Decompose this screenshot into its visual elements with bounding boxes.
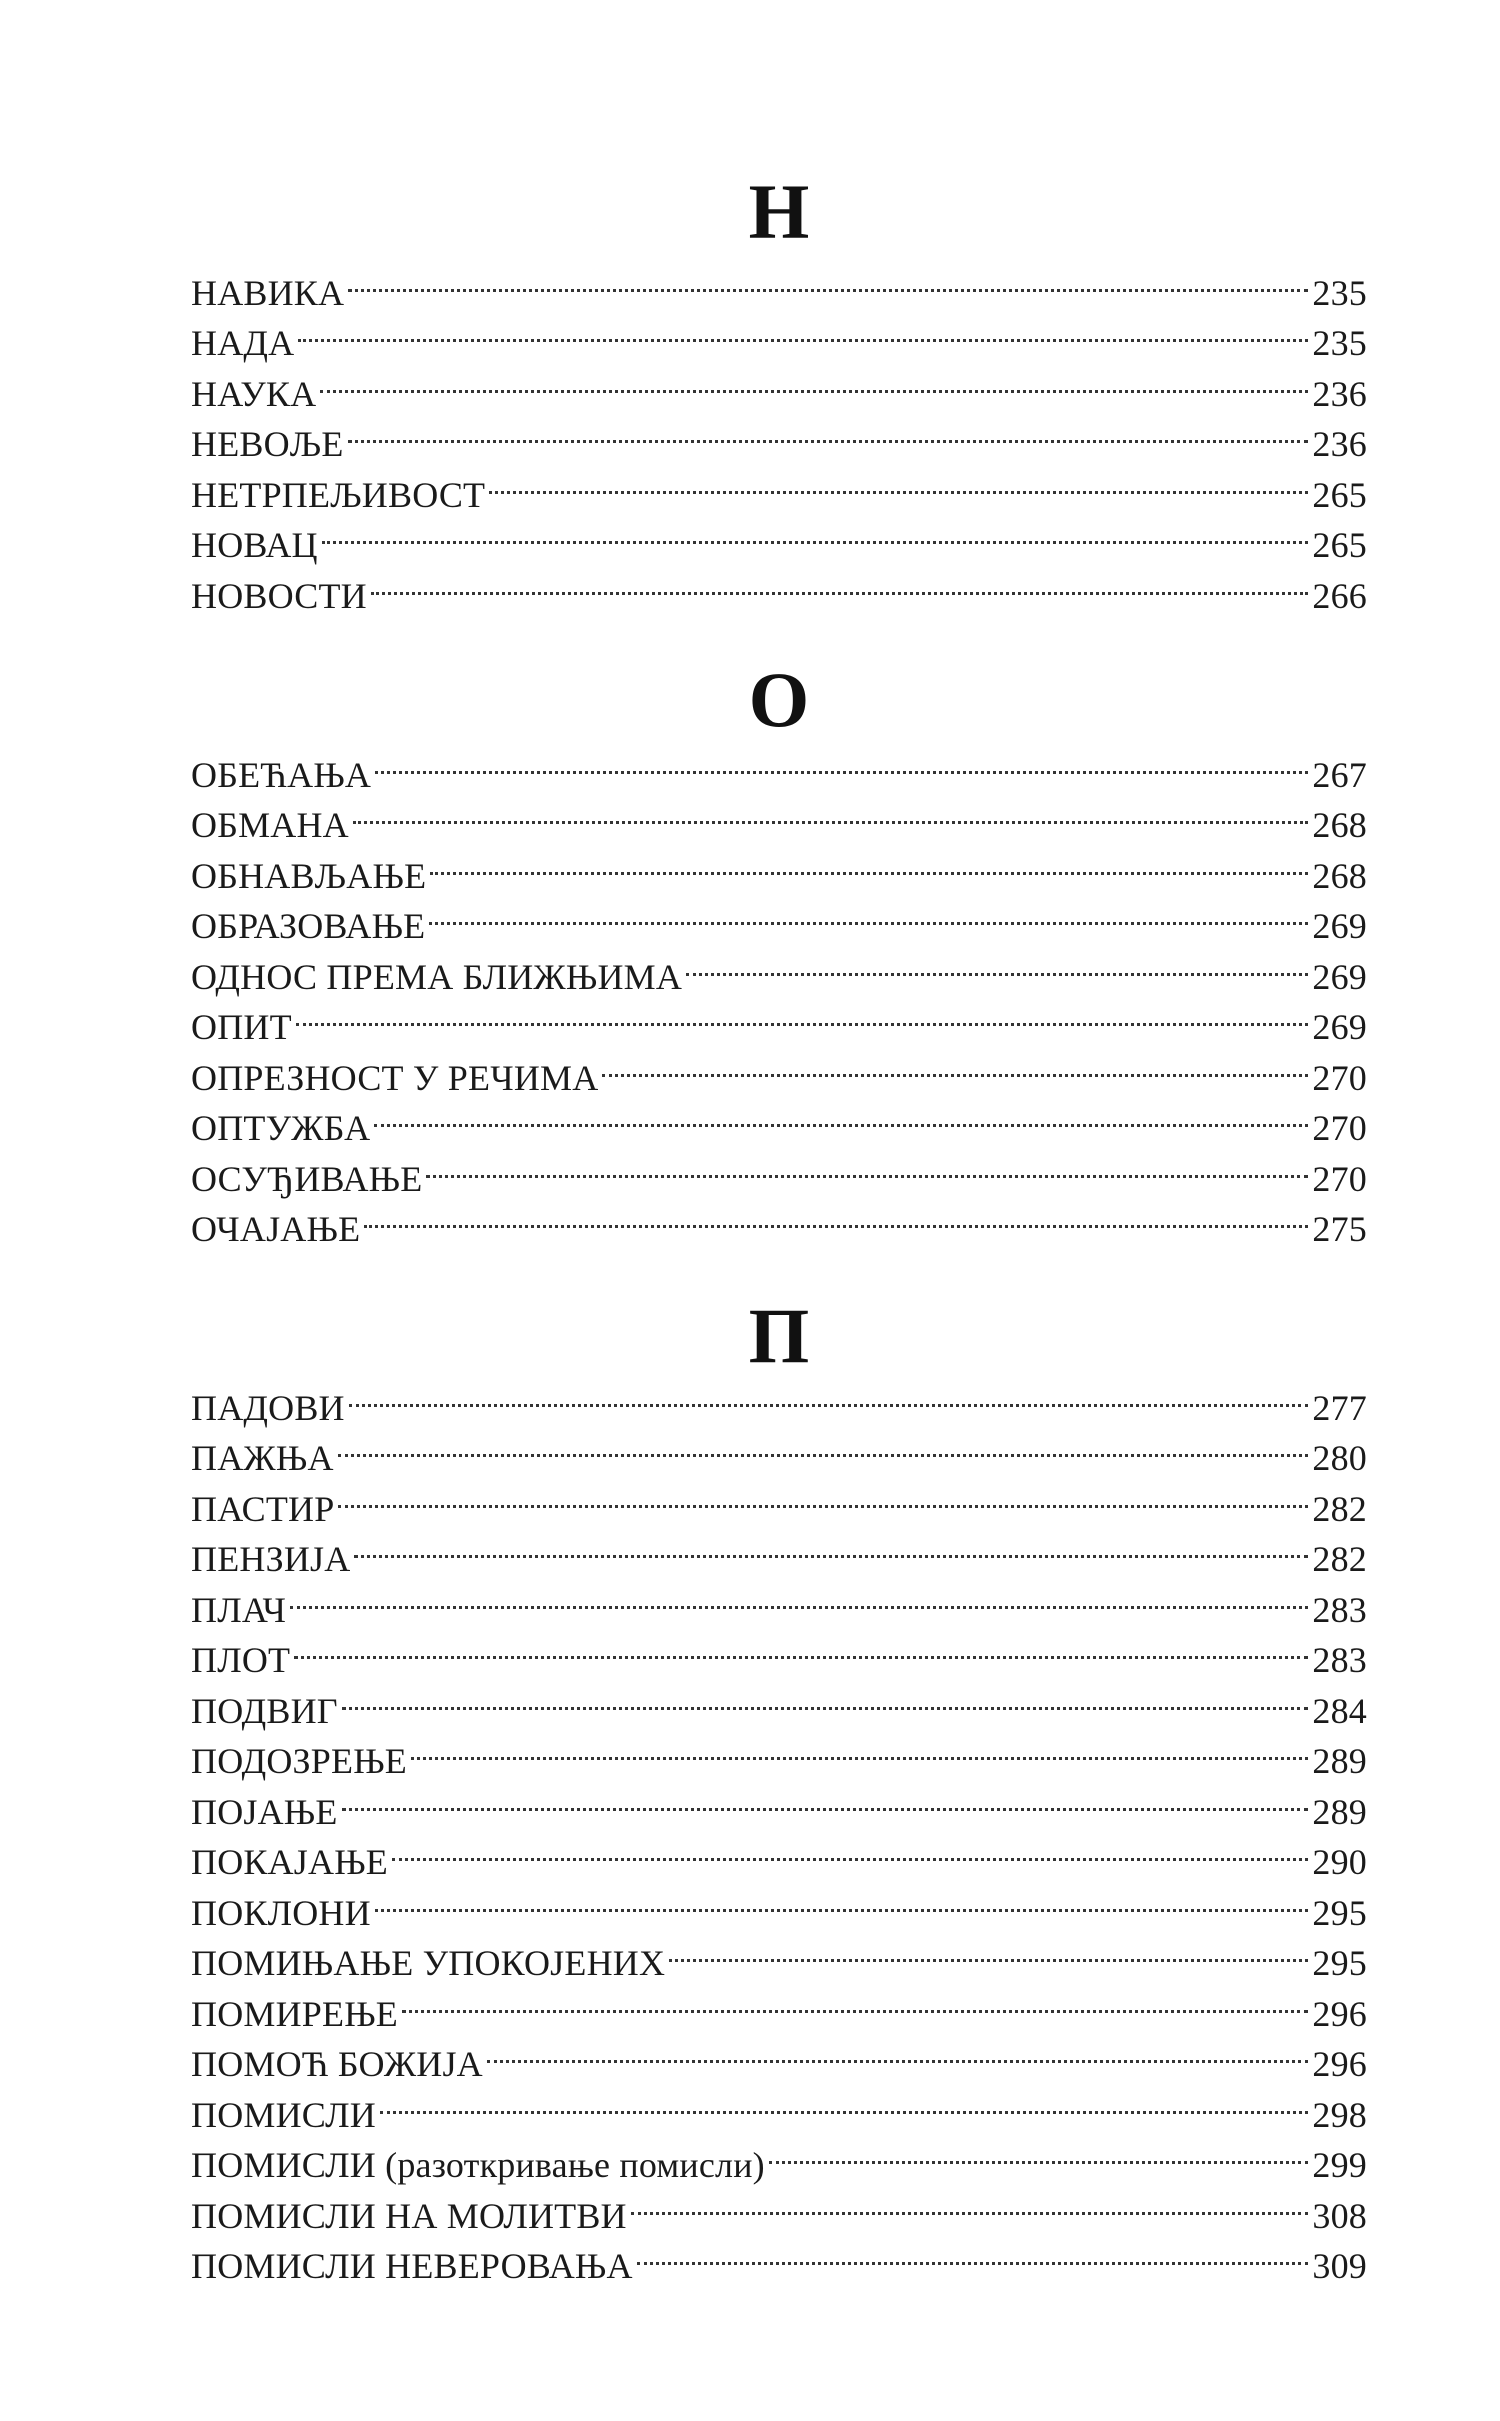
section-letter-n <box>191 168 1367 255</box>
entry-term: ПОМИСЛИ НЕВЕРОВАЊА <box>191 2246 633 2286</box>
index-page <box>191 0 1367 2421</box>
index-entry <box>191 456 1367 515</box>
dot-leader <box>426 1140 1308 1191</box>
entry-page-number: 284 <box>1312 1690 1367 1731</box>
dot-leader <box>364 1191 1308 1242</box>
section-letter-o <box>191 656 1367 743</box>
index-entry <box>191 1191 1367 1249</box>
entry-term: НОВОСТИ <box>191 575 367 616</box>
entry-term: ОБРАЗОВАЊЕ <box>191 906 426 946</box>
dot-leader <box>342 1672 1309 1723</box>
index-entry <box>191 1723 1367 1781</box>
initial-letter: П <box>748 1292 810 1379</box>
index-entry <box>191 1420 1367 1478</box>
entry-page-number: 268 <box>1312 855 1367 896</box>
index-entry <box>191 406 1367 464</box>
entry-term: НАУКА <box>191 373 317 414</box>
index-entry <box>191 1773 1367 1832</box>
entry-term: НЕТРПЕЉИВОСТ <box>191 474 486 515</box>
entry-page-number: 283 <box>1312 1589 1367 1630</box>
dot-leader <box>392 1824 1308 1875</box>
entry-term: ОПИТ <box>191 1007 292 1047</box>
index-entry <box>191 1571 1367 1630</box>
entry-term: ОБЕЋАЊА <box>191 754 372 795</box>
entry-term: ПОКАЈАЊЕ <box>191 1842 388 1882</box>
entry-page-number: 296 <box>1312 2044 1367 2084</box>
entry-page-number: 290 <box>1312 1842 1367 1882</box>
entry-term: ПОМИСЛИ (разоткривање помисли) <box>191 2145 765 2185</box>
dot-leader <box>290 1571 1308 1622</box>
entry-page-number: 295 <box>1312 1892 1367 1933</box>
entry-term: ПОМИСЛИ <box>191 2094 376 2135</box>
index-entry <box>191 1521 1367 1579</box>
dot-leader <box>338 1470 1308 1521</box>
entry-term: ОСУЂИВАЊЕ <box>191 1158 423 1199</box>
dot-leader <box>348 254 1308 305</box>
entry-term: ПЕНЗИЈА <box>191 1539 351 1579</box>
dot-leader <box>296 989 1309 1040</box>
dot-leader <box>353 787 1309 838</box>
entry-term: ОБНАВЉАЊЕ <box>191 855 427 896</box>
entry-term: ОЧАЈАЊЕ <box>191 1209 361 1249</box>
index-entry <box>191 1672 1367 1731</box>
initial-letter: Н <box>748 168 810 255</box>
entry-term: ПОЈАЊЕ <box>191 1791 338 1832</box>
entry-page-number: 289 <box>1312 1791 1367 1832</box>
entry-term: ПОДВИГ <box>191 1690 338 1731</box>
section-letter-p <box>191 1292 1367 1379</box>
entry-page-number: 282 <box>1312 1539 1367 1579</box>
dot-leader <box>348 406 1309 457</box>
entry-page-number: 295 <box>1312 1943 1367 1983</box>
index-entry <box>191 989 1367 1047</box>
index-entry <box>191 305 1367 363</box>
dot-leader <box>354 1521 1308 1572</box>
entry-term: НАДА <box>191 323 295 363</box>
entry-term: ПОМИСЛИ НА МОЛИТВИ <box>191 2195 627 2236</box>
entry-page-number: 298 <box>1312 2094 1367 2135</box>
dot-leader <box>489 456 1308 507</box>
entry-page-number: 269 <box>1312 956 1367 997</box>
dot-leader <box>602 1039 1308 1090</box>
entry-page-number: 268 <box>1312 805 1367 845</box>
index-entry <box>191 557 1367 616</box>
entry-page-number: 265 <box>1312 525 1367 565</box>
entry-page-number: 282 <box>1312 1488 1367 1529</box>
entry-term: ПОКЛОНИ <box>191 1892 371 1933</box>
dot-leader <box>338 1420 1309 1471</box>
entry-page-number: 275 <box>1312 1209 1367 1249</box>
entry-page-number: 236 <box>1312 373 1367 414</box>
dot-leader <box>669 1925 1308 1976</box>
entry-term: ПОДОЗРЕЊЕ <box>191 1741 407 1781</box>
entry-page-number: 270 <box>1312 1108 1367 1148</box>
entry-page-number: 280 <box>1312 1438 1367 1478</box>
entry-page-number: 277 <box>1312 1387 1367 1428</box>
dot-leader <box>380 2076 1308 2127</box>
index-entry <box>191 355 1367 414</box>
dot-leader <box>631 2177 1309 2228</box>
dot-leader <box>374 1090 1308 1141</box>
dot-leader <box>686 938 1308 989</box>
dot-leader <box>637 2228 1309 2279</box>
entry-term: ОПТУЖБА <box>191 1108 371 1148</box>
index-entry <box>191 837 1367 896</box>
dot-leader <box>769 2127 1309 2178</box>
entry-page-number: 265 <box>1312 474 1367 515</box>
entry-page-number: 289 <box>1312 1741 1367 1781</box>
entry-term: ПАЖЊА <box>191 1438 334 1478</box>
entry-page-number: 270 <box>1312 1057 1367 1098</box>
section-entries-n <box>191 254 1367 616</box>
index-entry <box>191 787 1367 845</box>
dot-leader <box>487 2026 1309 2077</box>
entry-page-number: 296 <box>1312 1993 1367 2034</box>
index-entry <box>191 1039 1367 1098</box>
dot-leader <box>342 1773 1309 1824</box>
entry-page-number: 269 <box>1312 906 1367 946</box>
dot-leader <box>402 1975 1308 2026</box>
entry-term: ПАДОВИ <box>191 1387 345 1428</box>
index-entry <box>191 736 1367 795</box>
entry-term: ПОМИРЕЊЕ <box>191 1993 399 2034</box>
entry-term: НАВИКА <box>191 272 345 313</box>
entry-term: ОПРЕЗНОСТ У РЕЧИМА <box>191 1057 599 1098</box>
section-entries-o <box>191 736 1367 1249</box>
dot-leader <box>429 888 1308 939</box>
entry-term: ОБМАНА <box>191 805 349 845</box>
initial-letter: О <box>748 656 810 743</box>
dot-leader <box>375 1874 1309 1925</box>
entry-page-number: 235 <box>1312 272 1367 313</box>
dot-leader <box>320 355 1308 406</box>
dot-leader <box>298 305 1308 356</box>
index-entry <box>191 1622 1367 1680</box>
entry-term: НЕВОЉЕ <box>191 424 344 464</box>
dot-leader <box>371 557 1309 608</box>
entry-term: ПЛОТ <box>191 1640 291 1680</box>
index-entry <box>191 507 1367 565</box>
index-entry <box>191 254 1367 313</box>
entry-page-number: 283 <box>1312 1640 1367 1680</box>
index-entry <box>191 1824 1367 1882</box>
dot-leader <box>349 1369 1309 1420</box>
entry-page-number: 309 <box>1312 2246 1367 2286</box>
entry-page-number: 267 <box>1312 754 1367 795</box>
index-entry <box>191 1369 1367 1428</box>
entry-term: ПАСТИР <box>191 1488 335 1529</box>
entry-page-number: 269 <box>1312 1007 1367 1047</box>
entry-page-number: 299 <box>1312 2145 1367 2185</box>
entry-term: ПОМОЋ БОЖИЈА <box>191 2044 483 2084</box>
entry-page-number: 270 <box>1312 1158 1367 1199</box>
entry-page-number: 236 <box>1312 424 1367 464</box>
entry-term: НОВАЦ <box>191 525 318 565</box>
entry-term: ПЛАЧ <box>191 1589 287 1630</box>
dot-leader <box>322 507 1309 558</box>
entry-term: ПОМИЊАЊЕ УПОКОЈЕНИХ <box>191 1943 666 1983</box>
dot-leader <box>430 837 1308 888</box>
dot-leader <box>294 1622 1308 1673</box>
dot-leader <box>411 1723 1308 1774</box>
entry-page-number: 266 <box>1312 575 1367 616</box>
section-entries-p <box>191 1369 1367 2286</box>
dot-leader <box>375 736 1308 787</box>
index-entry <box>191 1470 1367 1529</box>
entry-page-number: 308 <box>1312 2195 1367 2236</box>
entry-page-number: 235 <box>1312 323 1367 363</box>
entry-term: ОДНОС ПРЕМА БЛИЖЊИМА <box>191 956 683 997</box>
